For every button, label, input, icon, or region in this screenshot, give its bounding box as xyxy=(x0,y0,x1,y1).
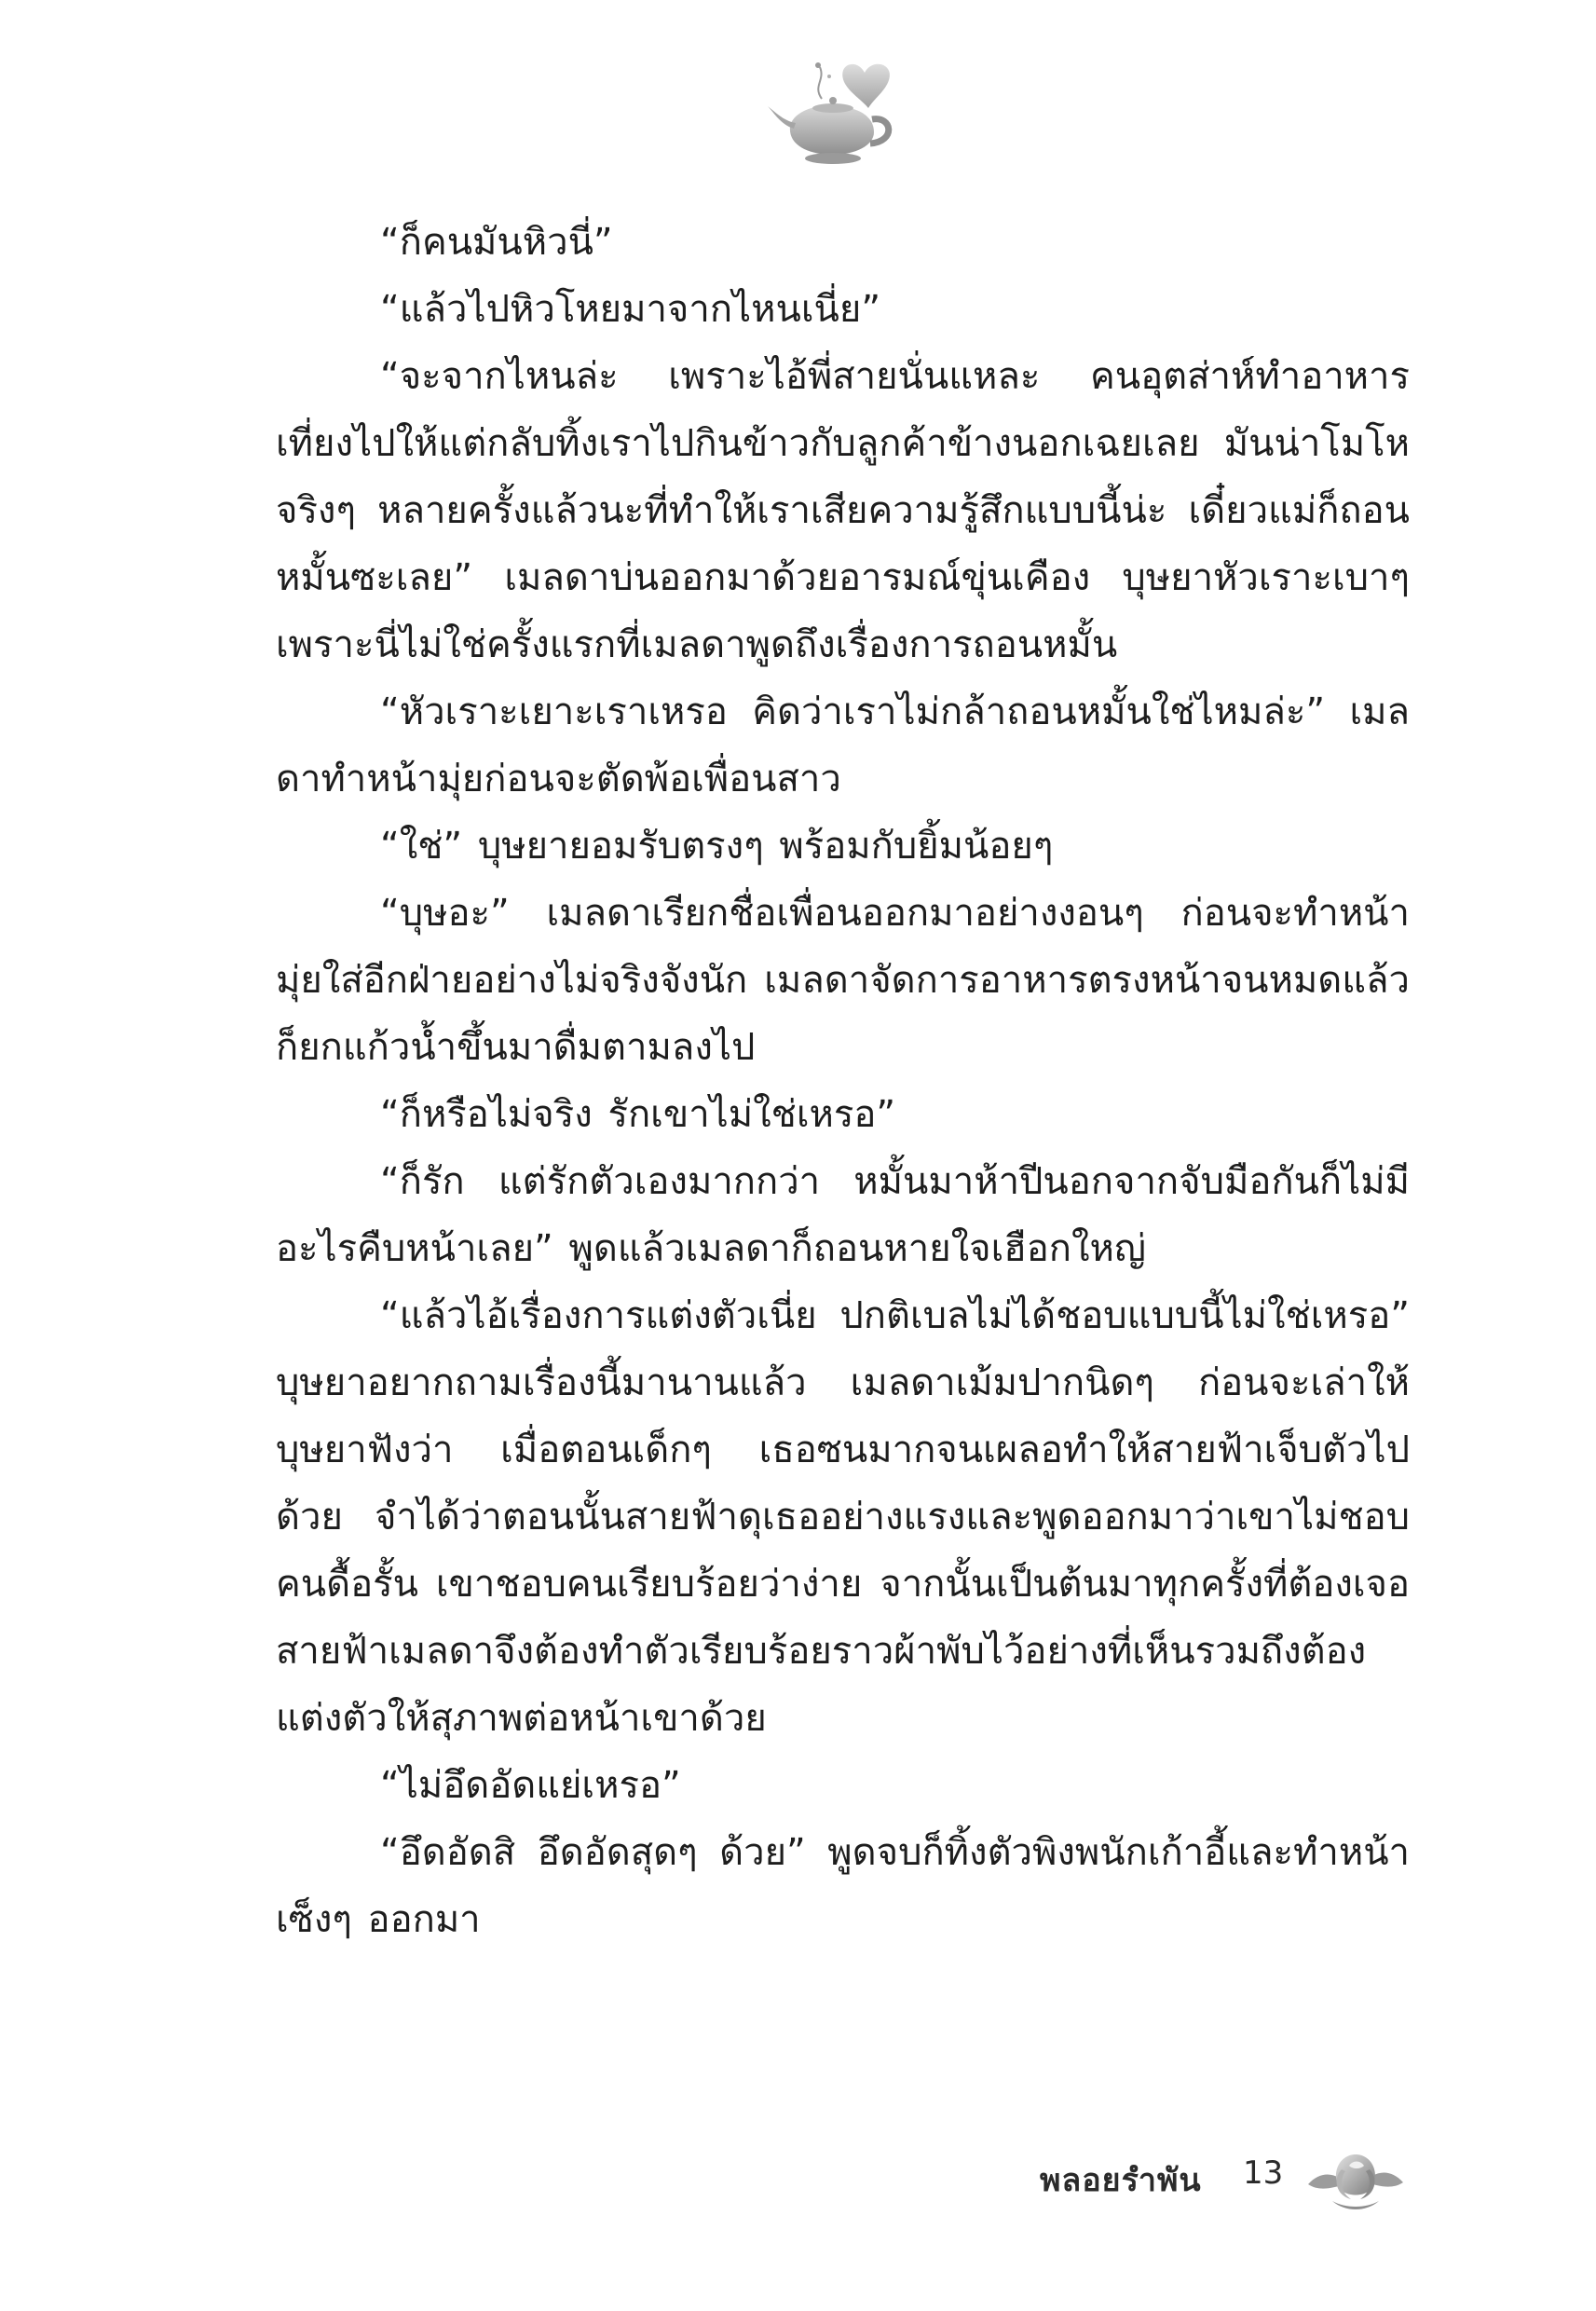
paragraph: “ไม่อึดอัดแย่เหรอ” xyxy=(380,1764,681,1807)
paragraph: “หัวเราะเยาะเราเหรอ คิดว่าเราไม่กล้าถอนหมั้นใช่ไหมล่ะ” เมลดาทำหน้ามุ่ยก่อนจะตัดพ้อเพื่อนสาว xyxy=(276,691,1410,800)
book-title: พลอยรำพัน xyxy=(1040,2162,1202,2199)
paragraph: “ก็คนมันหิวนี่” xyxy=(380,221,613,264)
body-text xyxy=(276,209,1410,1953)
page-footer xyxy=(1025,2141,1416,2216)
paragraph: “แล้วไอ้เรื่องการแต่งตัวเนี่ย ปกติเบลไม่ได้ชอบแบบนี้ไม่ใช่เหรอ” บุษยาอยากถามเรื่องนี้มานานแล้ว เมลดาเม้มปากนิดๆ ก่อนจะเล่าให้บุษยาฟังว่า เมื่อตอนเด็กๆ เธอซนมากจนเผลอทำให้สายฟ้าเจ็บตัวไปด้วย จำได้ว่าตอนนั้นสายฟ้าดุเธออย่างแรงและพูดออกมาว่าเขาไม่ชอบคนดื้อรั้น เขาชอบคนเรียบร้อยว่าง่าย จากนั้นเป็นต้นมาทุกครั้งที่ต้องเจอสายฟ้าเมลดาจึงต้องทำตัวเรียบร้อยราวผ้าพับไว้อย่างที่เห็นรวมถึงต้องแต่งตัวให้สุภาพต่อหน้าเขาด้วย xyxy=(276,1294,1410,1740)
paragraph: “แล้วไปหิวโหยมาจากไหนเนี่ย” xyxy=(380,288,881,331)
page-number: 13 xyxy=(1243,2154,1284,2192)
teapot-ornament-icon xyxy=(764,54,904,175)
paragraph: “จะจากไหนล่ะ เพราะไอ้พี่สายนั่นแหละ คนอุตส่าห์ทำอาหารเที่ยงไปให้แต่กลับทิ้งเราไปกินข้าวกับลูกค้าข้างนอกเฉยเลย มันน่าโมโหจริงๆ หลายครั้งแล้วนะที่ทำให้เราเสียความรู้สึกแบบนี้น่ะ เดี๋ยวแม่ก็ถอนหมั้นซะเลย” เมลดาบ่นออกมาด้วยอารมณ์ขุ่นเคือง บุษยาหัวเราะเบาๆ เพราะนี่ไม่ใช่ครั้งแรกที่เมลดาพูดถึงเรื่องการถอนหมั้น xyxy=(276,355,1410,666)
flower-ornament-icon xyxy=(1304,2141,1407,2216)
paragraph: “ก็หรือไม่จริง รักเขาไม่ใช่เหรอ” xyxy=(380,1093,896,1136)
paragraph: “บุษอะ” เมลดาเรียกชื่อเพื่อนออกมาอย่างงอนๆ ก่อนจะทำหน้ามุ่ยใส่อีกฝ่ายอย่างไม่จริงจังนัก เมลดาจัดการอาหารตรงหน้าจนหมดแล้วก็ยกแก้วน้ำขึ้นมาดื่มตามลงไป xyxy=(276,892,1410,1069)
paragraph: “ก็รัก แต่รักตัวเองมากกว่า หมั้นมาห้าปีนอกจากจับมือกันก็ไม่มีอะไรคืบหน้าเลย” พูดแล้วเมลดาก็ถอนหายใจเฮือกใหญ่ xyxy=(276,1160,1410,1270)
paragraph: “อึดอัดสิ อึดอัดสุดๆ ด้วย” พูดจบก็ทิ้งตัวพิงพนักเก้าอี้และทำหน้าเซ็งๆ ออกมา xyxy=(276,1831,1410,1941)
paragraph: “ใช่” บุษยายอมรับตรงๆ พร้อมกับยิ้มน้อยๆ xyxy=(380,825,1054,868)
